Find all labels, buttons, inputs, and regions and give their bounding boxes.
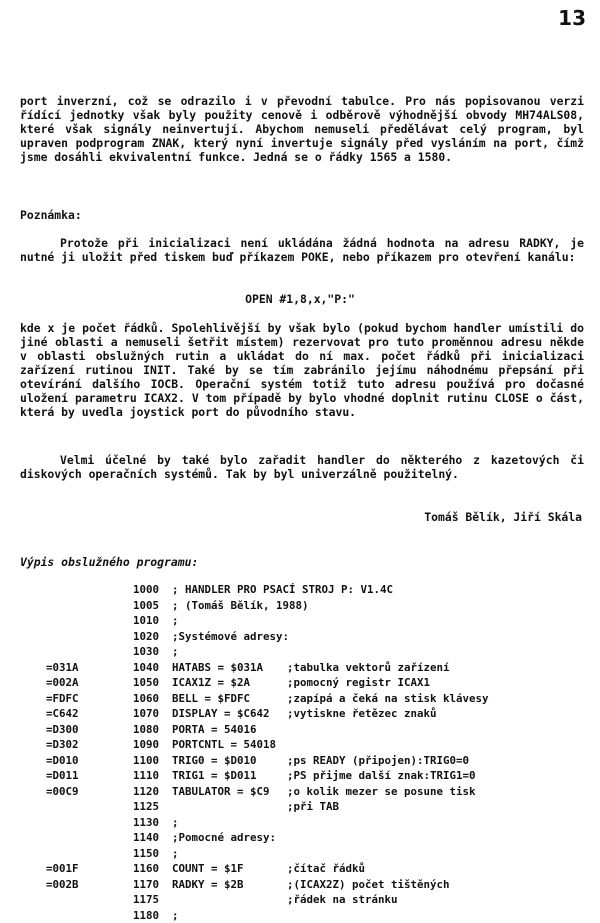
- listing-line: [0, 692, 600, 706]
- listing-line: [0, 707, 600, 721]
- listing-line: [0, 630, 600, 644]
- listing-code: ;Systémové adresy:: [172, 629, 290, 643]
- listing-code: RADKY = $2B: [172, 877, 244, 891]
- listing-line-number: 1020: [133, 629, 160, 643]
- listing-code: ; (Tomáš Bělík, 1988): [172, 598, 309, 612]
- listing-line-number: 1130: [133, 815, 160, 829]
- paragraph-inverter-note: port inverzní, což se odrazilo i v převodní tabulce. Pro nás popisovanou verzi řídící jednotky však byly použity cenově i odběrově výhodnější obvody MH74ALS08, které však signály neinvertují. Abychom nemuseli předělávat celý program, byl upraven podprogram ZNAK, který nyní invertuje signály před vysláním na port, čímž jsme dosáhli ekvivalentní funkce. Jedná se o řádky 1565 a 1580.: [20, 94, 591, 164]
- listing-address: =00C9: [46, 784, 79, 798]
- listing-code: ICAX1Z = $2A: [172, 676, 251, 689]
- listing-line: [0, 754, 600, 768]
- listing-line: [0, 661, 600, 675]
- listing-code: COUNT = $1F: [172, 862, 244, 875]
- listing-comment: ;ps READY (připojen):TRIG0=0: [287, 753, 470, 767]
- listing-title: Výpis obslužného programu:: [20, 555, 199, 569]
- listing-line: [0, 831, 600, 845]
- listing-comment: ;řádek na stránku: [287, 893, 398, 906]
- listing-address: =C642: [46, 707, 79, 720]
- listing-code: DISPLAY = $C642: [172, 707, 270, 720]
- listing-line-number: 1040: [133, 660, 160, 674]
- listing-line-number: 1180: [133, 908, 160, 922]
- listing-code: PORTA = 54016: [172, 722, 257, 736]
- listing-line-number: 1050: [133, 676, 160, 689]
- paragraph-radky-init: Protože při inicializaci není ukládána žádná hodnota na adresu RADKY, je nutné ji uložit před tiskem buď příkazem POKE, nebo příkazem pro otevření kanálu:: [20, 236, 591, 264]
- listing-line-number: 1160: [133, 862, 160, 875]
- listing-address: =D011: [46, 769, 79, 782]
- listing-address: =002B: [46, 877, 79, 891]
- listing-code: HATABS = $031A: [172, 660, 264, 674]
- listing-code: TRIG1 = $D011: [172, 769, 257, 782]
- listing-line-number: 1100: [133, 753, 160, 767]
- listing-line: [0, 614, 600, 628]
- listing-code: BELL = $FDFC: [172, 691, 251, 705]
- listing-line-number: 1120: [133, 784, 160, 798]
- listing-address: =D010: [46, 753, 79, 767]
- listing-code: ; HANDLER PRO PSACÍ STROJ P: V1.4C: [172, 583, 394, 596]
- listing-line: [0, 909, 600, 923]
- listing-line: [0, 645, 600, 659]
- listing-line-number: 1060: [133, 691, 160, 705]
- paragraph-handler-os: Velmi účelné by také bylo zařadit handler do některého z kazetových či diskových operačních systémů. Tak by byl univerzálně použitelný.: [20, 453, 591, 481]
- listing-line-number: 1140: [133, 831, 160, 844]
- listing-code: TABULATOR = $C9: [172, 784, 270, 798]
- listing-line-number: 1110: [133, 769, 160, 782]
- listing-comment: ;o kolik mezer se posune tisk: [287, 784, 476, 798]
- listing-address: =001F: [46, 862, 79, 875]
- listing-line: [0, 878, 600, 892]
- listing-comment: ;zapípá a čeká na stisk klávesy: [287, 691, 489, 705]
- paragraph-reserve-address: kde x je počet řádků. Spolehlivější by však bylo (pokud bychom handler umístili do jiné oblasti a nemuseli šetřit místem) rezervovat pro tuto proměnnou adresu někde v oblasti obslužných rutin a ukládat do ní max. počet řádků při inicializaci zařízení rutinou INIT. Také by se tím zabránilo jejímu náhodnému přepsání při otevírání dalšího IOCB. Operační systém totiž tuto adresu používá pro dočasné uložení parametru ICAX2. V tom případě by bylo vhodné doplnit rutinu CLOSE o část, která by uvedla joystick port do původního stavu.: [20, 321, 591, 419]
- listing-code: ;Pomocné adresy:: [172, 831, 277, 844]
- listing-comment: ;PS přijme další znak:TRIG1=0: [287, 769, 476, 782]
- page-number: 13: [558, 6, 586, 30]
- listing-comment: ;čítač řádků: [287, 862, 366, 875]
- listing-code: TRIG0 = $D010: [172, 753, 257, 767]
- listing-comment: ;při TAB: [287, 800, 340, 813]
- listing-line: [0, 893, 600, 907]
- listing-line-number: 1150: [133, 846, 160, 860]
- listing-line-number: 1005: [133, 598, 160, 612]
- listing-comment: ;tabulka vektorů zařízení: [287, 660, 450, 674]
- listing-code: ;: [172, 908, 179, 922]
- listing-line-number: 1090: [133, 738, 160, 751]
- note-heading: Poznámka:: [20, 208, 82, 222]
- listing-line: [0, 800, 600, 814]
- listing-line: [0, 583, 600, 597]
- listing-line-number: 1170: [133, 877, 160, 891]
- listing-line: [0, 769, 600, 783]
- listing-comment: ;(ICAX2Z) počet tištěných: [287, 877, 450, 891]
- open-statement: OPEN #1,8,x,"P:": [245, 292, 355, 306]
- listing-line: [0, 599, 600, 613]
- listing-line-number: 1030: [133, 645, 160, 658]
- listing-address: =FDFC: [46, 691, 79, 705]
- listing-address: =D300: [46, 722, 79, 736]
- listing-code: ;: [172, 645, 179, 658]
- listing-line: [0, 738, 600, 752]
- listing-line-number: 1080: [133, 722, 160, 736]
- listing-code: ;: [172, 846, 179, 860]
- listing-line: [0, 862, 600, 876]
- listing-comment: ;pomocný registr ICAX1: [287, 676, 431, 689]
- listing-line-number: 1125: [133, 800, 160, 813]
- author-signature: Tomáš Bělík, Jiří Skála: [424, 510, 582, 524]
- listing-line: [0, 723, 600, 737]
- listing-address: =031A: [46, 660, 79, 674]
- listing-code: ;: [172, 815, 179, 829]
- listing-line-number: 1000: [133, 583, 160, 596]
- listing-line: [0, 785, 600, 799]
- listing-line: [0, 816, 600, 830]
- listing-address: =D302: [46, 738, 79, 751]
- listing-line-number: 1175: [133, 893, 160, 906]
- listing-comment: ;vytiskne řetězec znaků: [287, 707, 437, 720]
- listing-line-number: 1070: [133, 707, 160, 720]
- listing-code: PORTCNTL = 54018: [172, 738, 277, 751]
- listing-line: [0, 676, 600, 690]
- listing-code: ;: [172, 614, 179, 627]
- listing-line-number: 1010: [133, 614, 160, 627]
- listing-address: =002A: [46, 676, 79, 689]
- listing-line: [0, 847, 600, 861]
